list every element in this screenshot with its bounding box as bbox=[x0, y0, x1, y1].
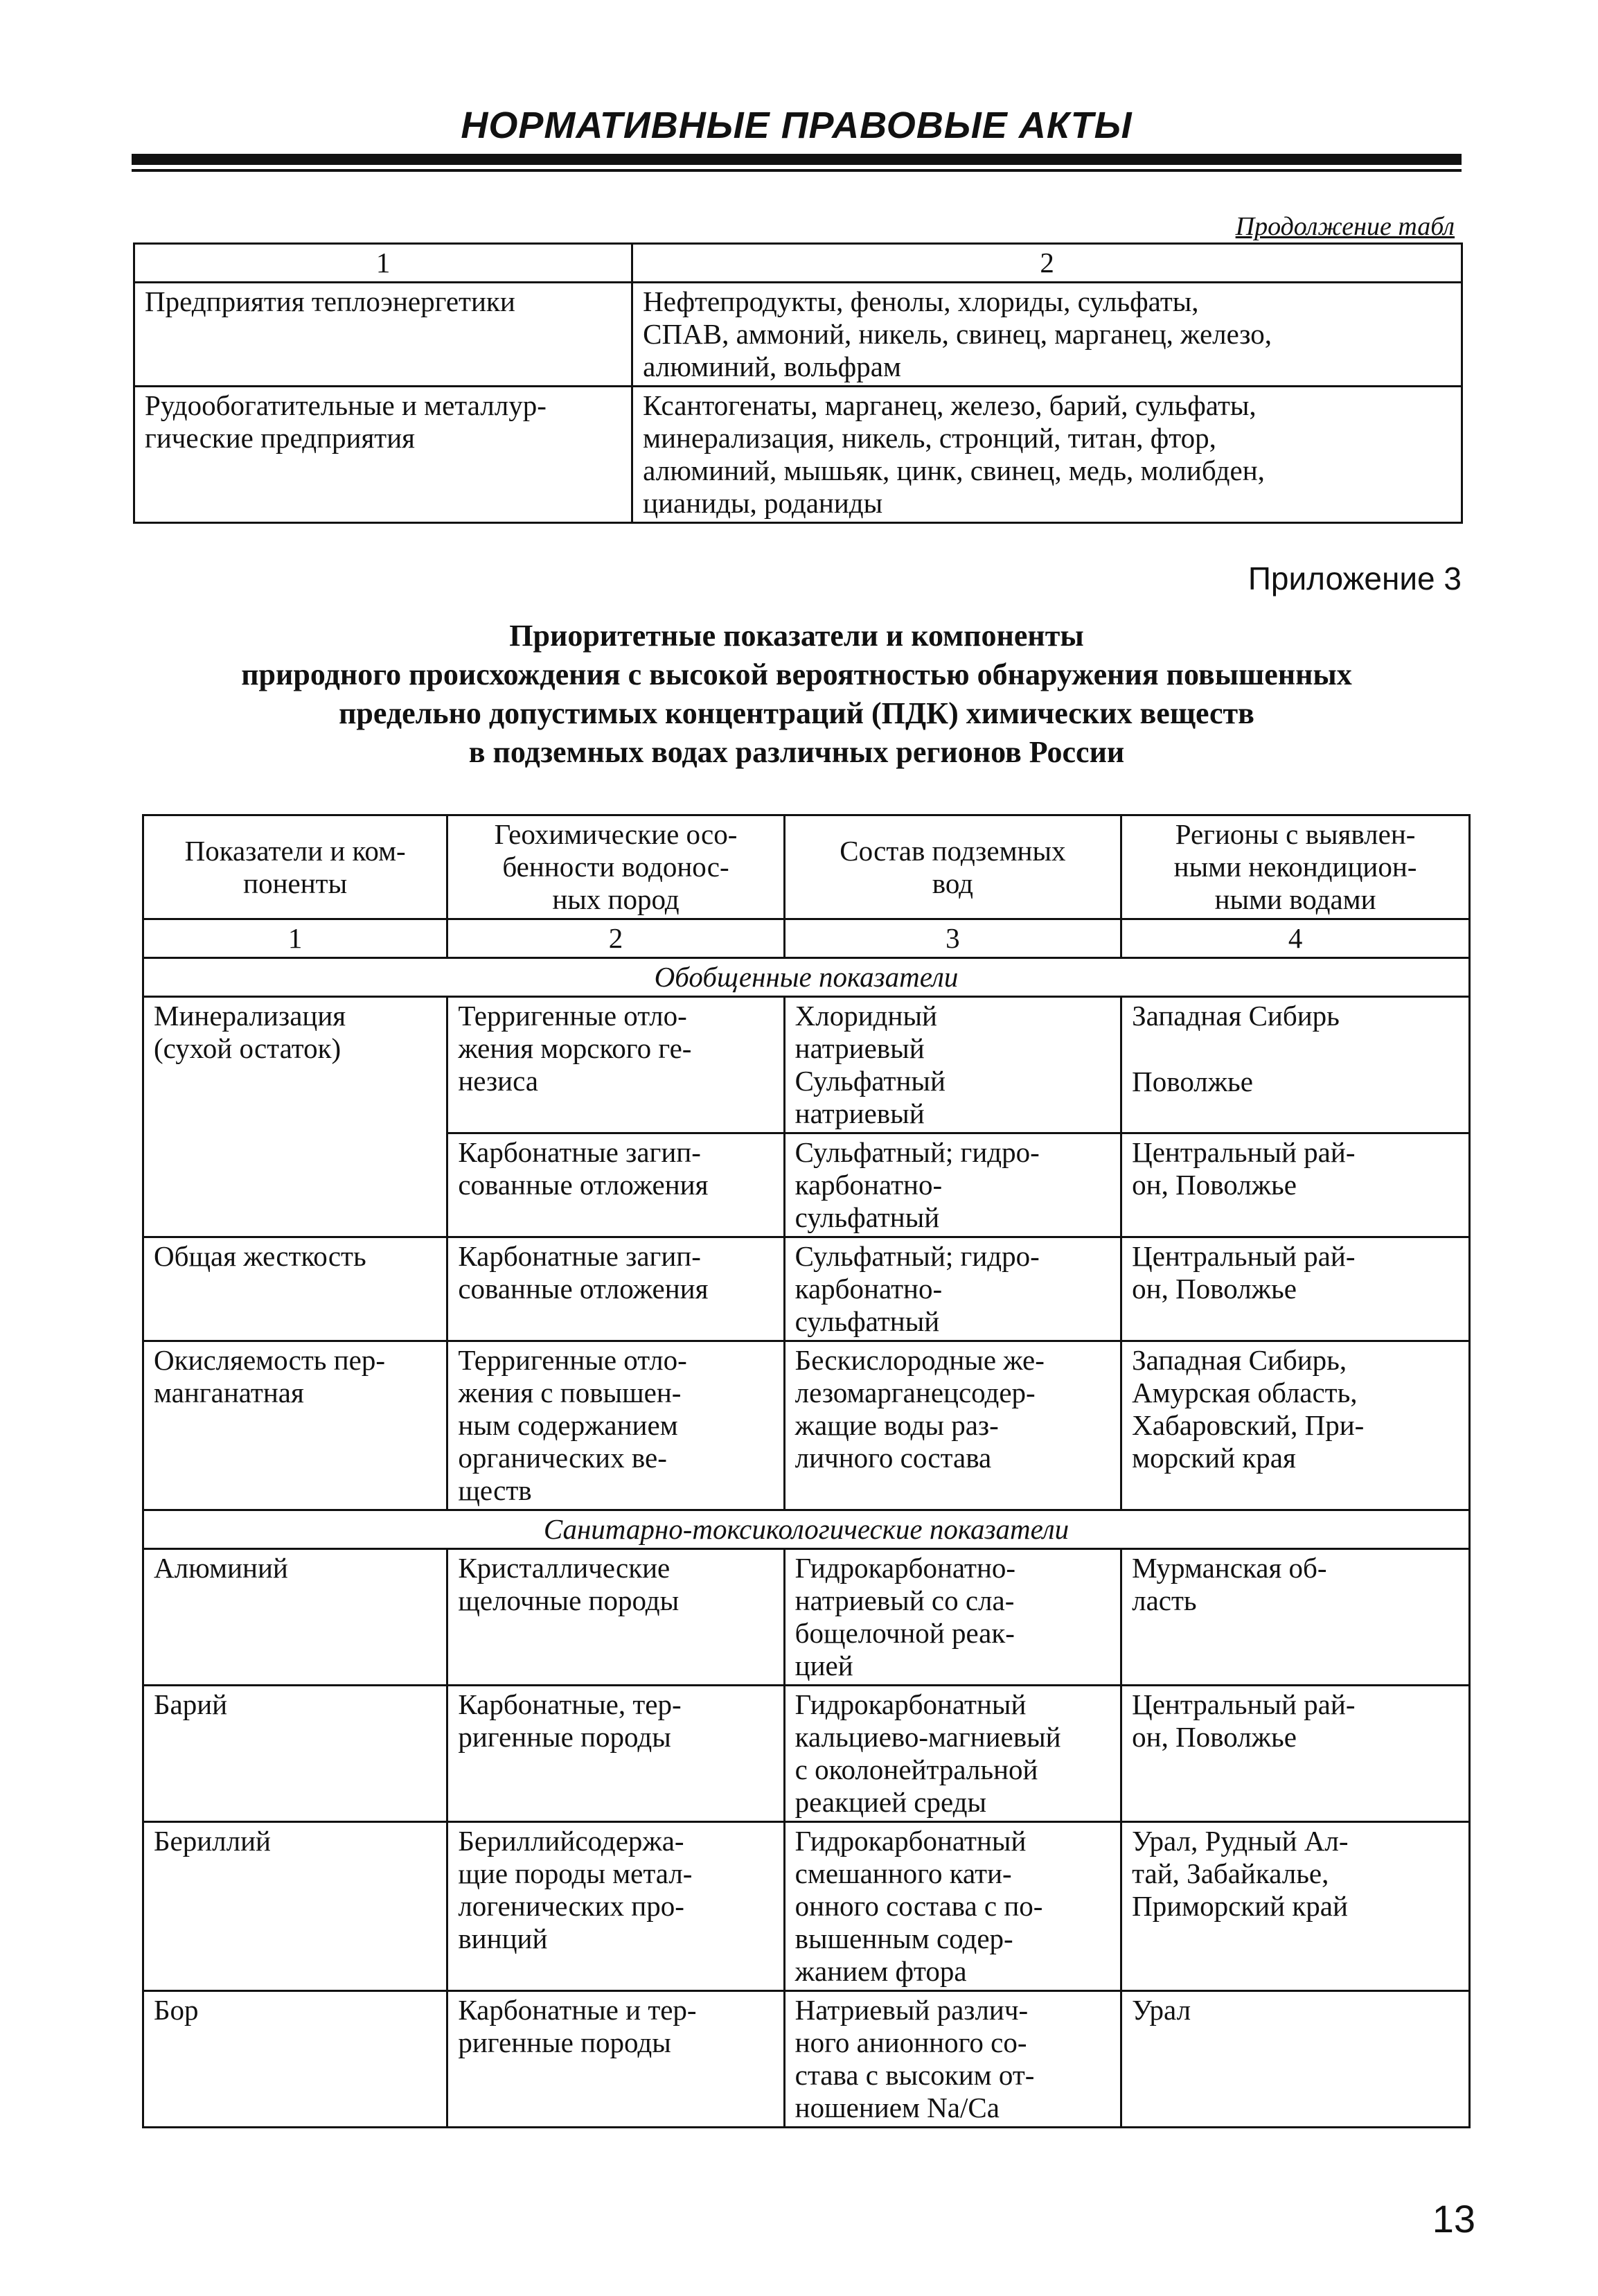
composition-cell: Сульфатный; гидро- карбонатно- сульфатный bbox=[784, 1237, 1121, 1341]
indicator-cell: Окисляемость пер- манганатная bbox=[143, 1341, 447, 1510]
enterprise-pollutants-table bbox=[133, 242, 1463, 524]
rock-cell: Карбонатные и тер- ригенные породы bbox=[447, 1991, 784, 2128]
table-row bbox=[143, 1822, 1470, 1991]
table-row bbox=[143, 1237, 1470, 1341]
appendix-title: Приоритетные показатели и компоненты природного происхождения с высокой вероятностью обнаружения повышенных предельно допустимых концентраций (ПДК) химических веществ в подземных водах различных регионов России bbox=[241, 619, 1352, 769]
col-number: 4 bbox=[1121, 919, 1470, 958]
indicator-cell: Бор bbox=[143, 1991, 447, 2128]
indicator-cell: Бериллий bbox=[143, 1822, 447, 1991]
region-cell: Центральный рай- он, Поволжье bbox=[1121, 1237, 1470, 1341]
running-header: НОРМАТИВНЫЕ ПРАВОВЫЕ АКТЫ bbox=[461, 105, 1133, 146]
header-rule-thin bbox=[132, 169, 1462, 172]
indicator-cell: Барий bbox=[143, 1686, 447, 1822]
region-cell: Урал bbox=[1121, 1991, 1470, 2128]
rock-cell: Терригенные отло- жения морского ге- незиса bbox=[447, 997, 784, 1133]
table-row bbox=[143, 1549, 1470, 1686]
table-row bbox=[134, 387, 1462, 523]
rock-cell: Бериллийсодержа- щие породы метал- логенических про- винций bbox=[447, 1822, 784, 1991]
region-cell: Западная Сибирь Поволжье bbox=[1121, 997, 1470, 1133]
col-number: 2 bbox=[447, 919, 784, 958]
table-header-row bbox=[143, 815, 1470, 919]
region-cell: Центральный рай- он, Поволжье bbox=[1121, 1686, 1470, 1822]
rock-cell: Карбонатные, тер- ригенные породы bbox=[447, 1686, 784, 1822]
pollutants-cell: Нефтепродукты, фенолы, хлориды, сульфаты, СПАВ, аммоний, никель, свинец, марганец, железо, алюминий, вольфрам bbox=[632, 283, 1462, 387]
section-general-header: Обобщенные показатели bbox=[143, 958, 1470, 997]
column-header: Показатели и ком- поненты bbox=[143, 815, 447, 919]
col-number: 3 bbox=[784, 919, 1121, 958]
col-number: 1 bbox=[143, 919, 447, 958]
indicator-cell: Минерализация (сухой остаток) bbox=[143, 997, 447, 1237]
composition-cell: Бескислородные же- лезомарганецсодер- жащие воды раз- личного состава bbox=[784, 1341, 1121, 1510]
source-cell: Предприятия теплоэнергетики bbox=[134, 283, 632, 387]
rock-cell: Терригенные отло- жения с повышен- ным содержанием органических ве- ществ bbox=[447, 1341, 784, 1510]
rock-cell: Кристаллические щелочные породы bbox=[447, 1549, 784, 1686]
section-row bbox=[143, 1510, 1470, 1549]
pollutants-cell: Ксантогенаты, марганец, железо, барий, сульфаты, минерализация, никель, стронций, титан, фтор, алюминий, мышьяк, цинк, свинец, медь, молибден, цианиды, роданиды bbox=[632, 387, 1462, 523]
section-row bbox=[143, 958, 1470, 997]
region-cell: Центральный рай- он, Поволжье bbox=[1121, 1133, 1470, 1237]
composition-cell: Гидрокарбонатный кальциево-магниевый с околонейтральной реакцией среды bbox=[784, 1686, 1121, 1822]
region-cell: Урал, Рудный Ал- тай, Забайкалье, Приморский край bbox=[1121, 1822, 1470, 1991]
column-header: Регионы с выявлен- ными некондицион- ными водами bbox=[1121, 815, 1470, 919]
composition-cell: Гидрокарбонатный смешанного кати- онного состава с по- вышенным содер- жанием фтора bbox=[784, 1822, 1121, 1991]
table-row bbox=[134, 283, 1462, 387]
table-row bbox=[143, 997, 1470, 1133]
composition-cell: Сульфатный; гидро- карбонатно- сульфатный bbox=[784, 1133, 1121, 1237]
region-cell: Мурманская об- ласть bbox=[1121, 1549, 1470, 1686]
rock-cell: Карбонатные загип- сованные отложения bbox=[447, 1237, 784, 1341]
indicator-cell: Алюминий bbox=[143, 1549, 447, 1686]
rock-cell: Карбонатные загип- сованные отложения bbox=[447, 1133, 784, 1237]
indicator-cell: Общая жесткость bbox=[143, 1237, 447, 1341]
table-continuation-note: Продолжение табл bbox=[1235, 212, 1455, 241]
source-cell: Рудообогатительные и металлур- гические предприятия bbox=[134, 387, 632, 523]
composition-cell: Хлоридный натриевый Сульфатный натриевый bbox=[784, 997, 1121, 1133]
region-cell: Западная Сибирь, Амурская область, Хабаровский, При- морский края bbox=[1121, 1341, 1470, 1510]
priority-indicators-table bbox=[142, 814, 1471, 2128]
appendix-label: Приложение 3 bbox=[1248, 560, 1462, 597]
page-number: 13 bbox=[1432, 2197, 1475, 2241]
section-sanitary-header: Санитарно-токсикологические показатели bbox=[143, 1510, 1470, 1549]
header-rule-thick bbox=[132, 154, 1462, 165]
col-number: 1 bbox=[134, 244, 632, 283]
column-header: Состав подземных вод bbox=[784, 815, 1121, 919]
column-header: Геохимические осо- бенности водонос- ных пород bbox=[447, 815, 784, 919]
composition-cell: Гидрокарбонатно- натриевый со сла- бощелочной реак- цией bbox=[784, 1549, 1121, 1686]
composition-cell: Натриевый различ- ного анионного со- става с высоким от- ношением Na/Ca bbox=[784, 1991, 1121, 2128]
table-row bbox=[143, 1991, 1470, 2128]
col-number: 2 bbox=[632, 244, 1462, 283]
table-number-row bbox=[134, 244, 1462, 283]
table-number-row bbox=[143, 919, 1470, 958]
table-row bbox=[143, 1686, 1470, 1822]
table-row bbox=[143, 1341, 1470, 1510]
